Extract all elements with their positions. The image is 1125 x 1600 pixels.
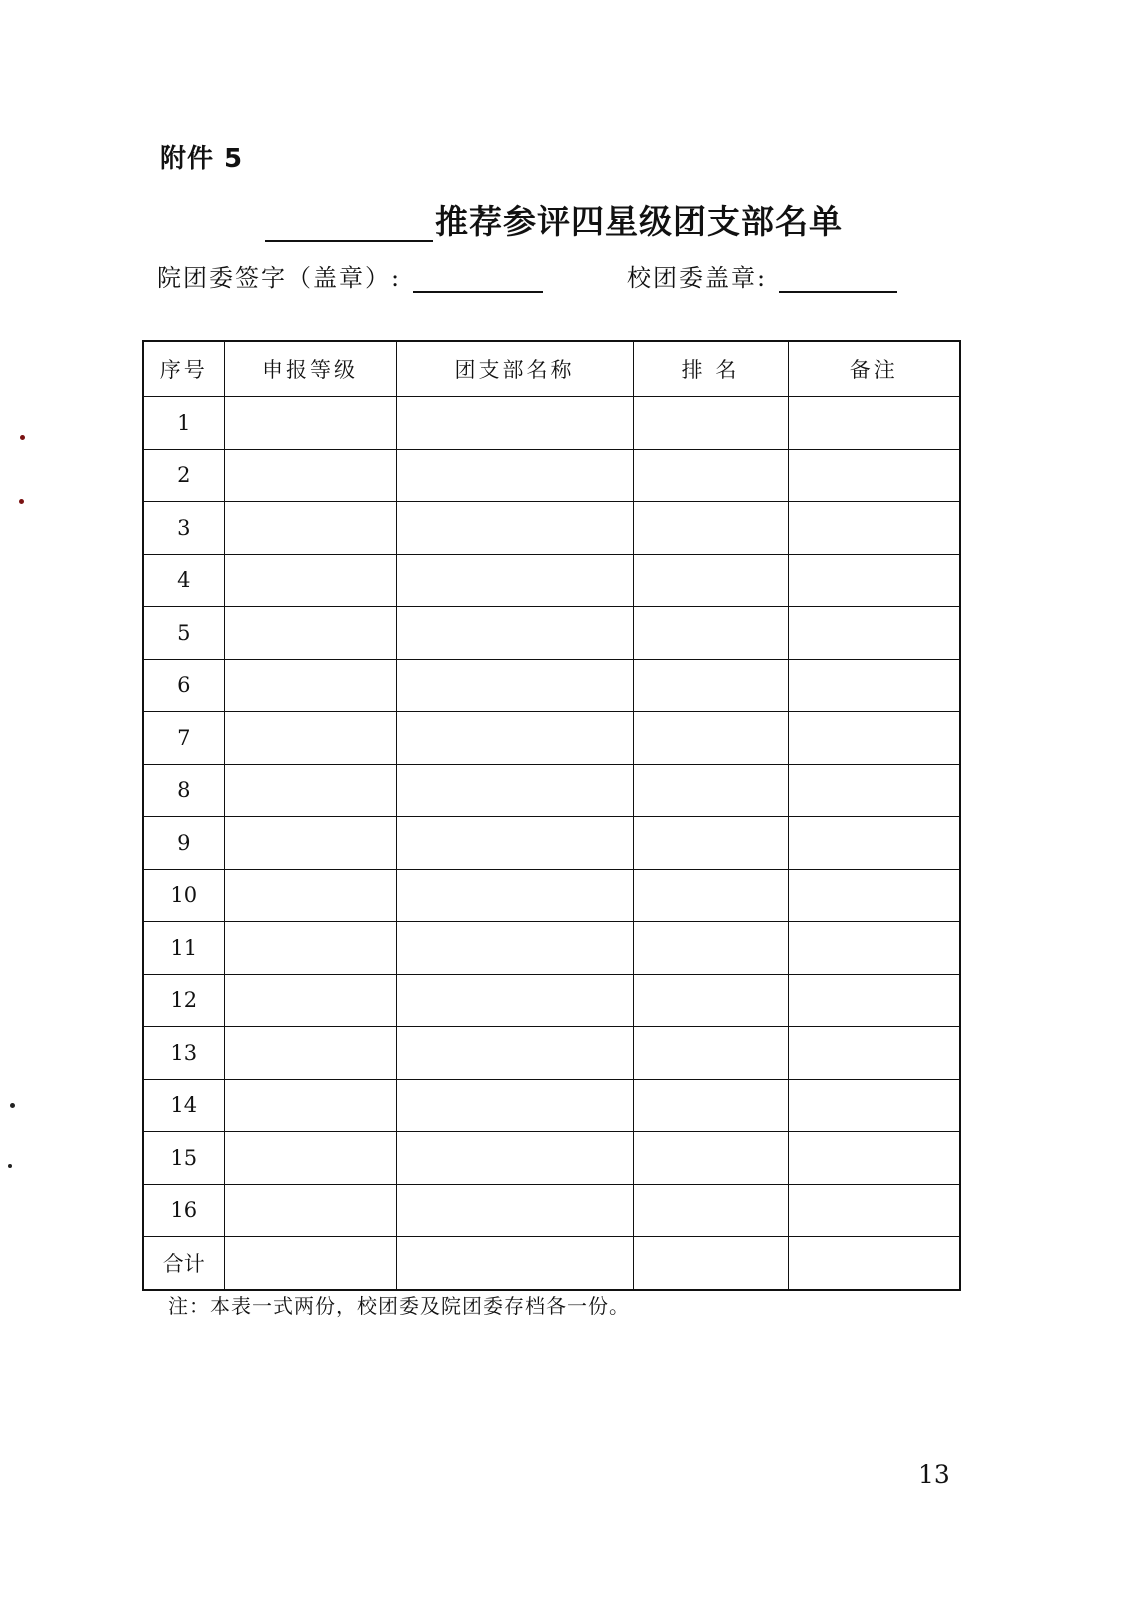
- rank-cell[interactable]: [633, 974, 788, 1027]
- serial-cell: 14: [143, 1079, 224, 1132]
- remark-cell[interactable]: [788, 554, 960, 607]
- table-total-row: [143, 1237, 960, 1290]
- table-row: [143, 1079, 960, 1132]
- level-cell[interactable]: [224, 607, 396, 660]
- scan-speck: [20, 435, 25, 440]
- level-cell[interactable]: [224, 1079, 396, 1132]
- table-row: [143, 922, 960, 975]
- rank-cell[interactable]: [633, 397, 788, 450]
- college-signature-blank: [413, 263, 543, 293]
- remark-cell[interactable]: [788, 607, 960, 660]
- remark-cell[interactable]: [788, 764, 960, 817]
- rank-cell[interactable]: [633, 764, 788, 817]
- table-row: [143, 1132, 960, 1185]
- serial-cell: 13: [143, 1027, 224, 1080]
- rank-cell[interactable]: [633, 659, 788, 712]
- header-serial: 序号: [143, 341, 224, 397]
- table-row: [143, 712, 960, 765]
- scan-speck: [8, 1164, 12, 1168]
- level-cell[interactable]: [224, 712, 396, 765]
- table-row: [143, 449, 960, 502]
- school-seal-label: 校团委盖章:: [627, 264, 768, 292]
- remark-cell[interactable]: [788, 502, 960, 555]
- rank-cell[interactable]: [633, 607, 788, 660]
- rank-cell[interactable]: [633, 449, 788, 502]
- total-label-cell: 合计: [143, 1237, 224, 1290]
- branch-name-cell[interactable]: [396, 397, 633, 450]
- rank-cell[interactable]: [633, 1079, 788, 1132]
- branch-name-cell[interactable]: [396, 554, 633, 607]
- attachment-label: 附件 5: [160, 144, 244, 174]
- remark-cell[interactable]: [788, 712, 960, 765]
- page-number: 13: [918, 1460, 950, 1489]
- branch-name-cell[interactable]: [396, 1237, 633, 1290]
- branch-name-cell[interactable]: [396, 659, 633, 712]
- rank-cell[interactable]: [633, 554, 788, 607]
- table-header-row: [143, 341, 960, 397]
- level-cell[interactable]: [224, 397, 396, 450]
- branch-name-cell[interactable]: [396, 607, 633, 660]
- school-seal: [627, 253, 897, 293]
- college-signature-label: 院团委签字（盖章）:: [157, 264, 402, 292]
- remark-cell[interactable]: [788, 1079, 960, 1132]
- branch-name-cell[interactable]: [396, 869, 633, 922]
- table-row: [143, 869, 960, 922]
- header-level: 申报等级: [224, 341, 396, 397]
- remark-cell[interactable]: [788, 1237, 960, 1290]
- serial-cell: 9: [143, 817, 224, 870]
- serial-cell: 10: [143, 869, 224, 922]
- level-cell[interactable]: [224, 974, 396, 1027]
- branch-name-cell[interactable]: [396, 1132, 633, 1185]
- rank-cell[interactable]: [633, 502, 788, 555]
- table-row: [143, 817, 960, 870]
- table-row: [143, 1027, 960, 1080]
- remark-cell[interactable]: [788, 449, 960, 502]
- remark-cell[interactable]: [788, 1027, 960, 1080]
- level-cell[interactable]: [224, 554, 396, 607]
- remark-cell[interactable]: [788, 1132, 960, 1185]
- header-rank: 排 名: [633, 341, 788, 397]
- table-row: [143, 502, 960, 555]
- remark-cell[interactable]: [788, 397, 960, 450]
- serial-cell: 6: [143, 659, 224, 712]
- serial-cell: 3: [143, 502, 224, 555]
- table-row: [143, 974, 960, 1027]
- scan-speck: [10, 1103, 15, 1108]
- branch-name-cell[interactable]: [396, 764, 633, 817]
- table-row: [143, 554, 960, 607]
- branch-name-cell[interactable]: [396, 1184, 633, 1237]
- remark-cell[interactable]: [788, 869, 960, 922]
- school-seal-blank: [779, 263, 897, 293]
- serial-cell: 2: [143, 449, 224, 502]
- serial-cell: 5: [143, 607, 224, 660]
- rank-cell[interactable]: [633, 869, 788, 922]
- rank-cell[interactable]: [633, 922, 788, 975]
- footnote: 注：本表一式两份，校团委及院团委存档各一份。: [168, 1294, 630, 1318]
- branch-name-cell[interactable]: [396, 922, 633, 975]
- serial-cell: 7: [143, 712, 224, 765]
- serial-cell: 16: [143, 1184, 224, 1237]
- level-cell[interactable]: [224, 1237, 396, 1290]
- level-cell[interactable]: [224, 659, 396, 712]
- college-signature: [157, 253, 543, 293]
- table-row: [143, 1184, 960, 1237]
- level-cell[interactable]: [224, 922, 396, 975]
- table-row: [143, 607, 960, 660]
- table-row: [143, 764, 960, 817]
- rank-cell[interactable]: [633, 1184, 788, 1237]
- level-cell[interactable]: [224, 449, 396, 502]
- serial-cell: 4: [143, 554, 224, 607]
- level-cell[interactable]: [224, 502, 396, 555]
- title-text: 推荐参评四星级团支部名单: [435, 202, 843, 241]
- scan-speck: [19, 499, 24, 504]
- branch-name-cell[interactable]: [396, 449, 633, 502]
- rank-cell[interactable]: [633, 1132, 788, 1185]
- level-cell[interactable]: [224, 1027, 396, 1080]
- rank-cell[interactable]: [633, 1027, 788, 1080]
- serial-cell: 15: [143, 1132, 224, 1185]
- header-branch-name: 团支部名称: [396, 341, 633, 397]
- table-row: [143, 397, 960, 450]
- branch-name-cell[interactable]: [396, 712, 633, 765]
- document-title: [265, 192, 905, 242]
- rank-cell[interactable]: [633, 1237, 788, 1290]
- remark-cell[interactable]: [788, 817, 960, 870]
- rank-cell[interactable]: [633, 817, 788, 870]
- serial-cell: 8: [143, 764, 224, 817]
- remark-cell[interactable]: [788, 922, 960, 975]
- remark-cell[interactable]: [788, 659, 960, 712]
- serial-cell: 1: [143, 397, 224, 450]
- branch-name-cell[interactable]: [396, 502, 633, 555]
- rank-cell[interactable]: [633, 712, 788, 765]
- serial-cell: 11: [143, 922, 224, 975]
- branch-name-cell[interactable]: [396, 1027, 633, 1080]
- remark-cell[interactable]: [788, 1184, 960, 1237]
- branch-name-cell[interactable]: [396, 1079, 633, 1132]
- remark-cell[interactable]: [788, 974, 960, 1027]
- header-remark: 备注: [788, 341, 960, 397]
- level-cell[interactable]: [224, 817, 396, 870]
- level-cell[interactable]: [224, 1184, 396, 1237]
- table-row: [143, 659, 960, 712]
- branch-name-cell[interactable]: [396, 817, 633, 870]
- branch-name-cell[interactable]: [396, 974, 633, 1027]
- signature-row: [157, 253, 917, 293]
- title-fill-blank: [265, 200, 433, 242]
- serial-cell: 12: [143, 974, 224, 1027]
- level-cell[interactable]: [224, 1132, 396, 1185]
- branch-list-table: [142, 340, 961, 1291]
- level-cell[interactable]: [224, 764, 396, 817]
- level-cell[interactable]: [224, 869, 396, 922]
